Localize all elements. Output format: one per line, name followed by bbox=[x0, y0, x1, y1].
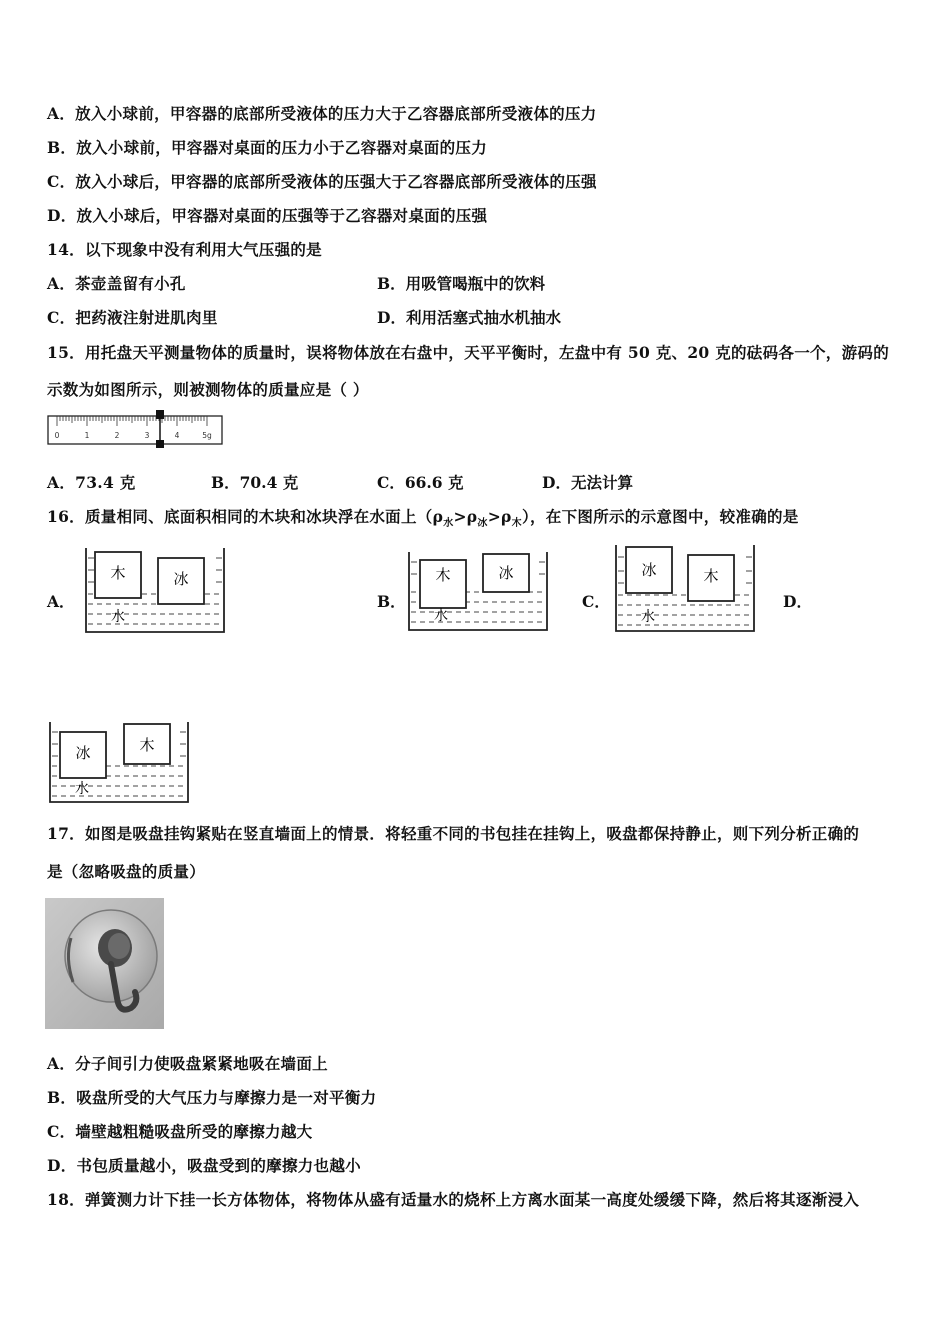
q16-sub-ice: 冰 bbox=[477, 518, 488, 530]
q16-option-b-label: B． bbox=[377, 592, 406, 611]
q16-option-d-label: D． bbox=[783, 592, 812, 611]
q15-option-c: C．66.6 克 bbox=[377, 473, 464, 492]
q16-option-c-label: C． bbox=[582, 592, 610, 611]
wood-label: 木 bbox=[110, 564, 126, 582]
q14-stem: 14．以下现象中没有利用大气压强的是 bbox=[47, 240, 322, 259]
q13-option-a: A．放入小球前，甲容器的底部所受液体的压力大于乙容器底部所受液体的压力 bbox=[47, 104, 597, 123]
q15-stem-line1: 15．用托盘天平测量物体的质量时，误将物体放在右盘中，天平平衡时，左盘中有 50 克、20 克的砝码各一个，游码的 bbox=[47, 343, 890, 362]
water-label: 水 bbox=[111, 609, 125, 625]
ruler-tick-label: 1 bbox=[84, 431, 90, 440]
ice-label: 冰 bbox=[75, 744, 91, 762]
ice-label: 冰 bbox=[641, 561, 657, 579]
q17-option-d: D．书包质量越小，吸盘受到的摩擦力也越小 bbox=[47, 1156, 361, 1175]
water-label: 水 bbox=[434, 608, 448, 624]
wood-label: 木 bbox=[703, 567, 719, 585]
q16-figure-c bbox=[614, 543, 756, 633]
q15-stem-line2: 示数为如图所示，则被测物体的质量应是（ ） bbox=[47, 380, 369, 399]
q15-option-d: D．无法计算 bbox=[542, 473, 633, 492]
ice-label: 冰 bbox=[173, 570, 189, 588]
q16-sub-water: 水 bbox=[443, 518, 454, 530]
q17-stem-line2: 是（忽略吸盘的质量） bbox=[47, 862, 206, 881]
water-label: 水 bbox=[641, 609, 655, 625]
q17-stem-line1: 17．如图是吸盘挂钩紧贴在竖直墙面上的情景．将轻重不同的书包挂在挂钩上，吸盘都保持静止，则下列分析正确的 bbox=[47, 824, 860, 843]
ruler-tick-label: 3 bbox=[144, 431, 150, 440]
ice-label: 冰 bbox=[498, 564, 514, 582]
q16-stem-post: ），在下图所示的示意图中，较准确的是 bbox=[521, 507, 799, 526]
q18-stem-line1: 18．弹簧测力计下挂一长方体物体，将物体从盛有适量水的烧杯上方离水面某一高度处缓缓下降，然后将其逐渐浸入 bbox=[47, 1190, 860, 1209]
suction-hook-photo bbox=[45, 898, 164, 1029]
q17-option-c: C．墙壁越粗糙吸盘所受的摩擦力越大 bbox=[47, 1122, 313, 1141]
q13-option-d: D．放入小球后，甲容器对桌面的压强等于乙容器对桌面的压强 bbox=[47, 206, 488, 225]
q13-option-c: C．放入小球后，甲容器的底部所受液体的压强大于乙容器底部所受液体的压强 bbox=[47, 172, 597, 191]
q14-option-b: B．用吸管喝瓶中的饮料 bbox=[377, 274, 546, 293]
q16-stem bbox=[47, 505, 799, 529]
ruler-tick-label: 4 bbox=[174, 431, 180, 440]
wood-label: 木 bbox=[139, 736, 155, 754]
q14-option-c: C．把药液注射进肌肉里 bbox=[47, 308, 218, 327]
wood-label: 木 bbox=[435, 566, 451, 584]
q16-figure-d bbox=[48, 720, 190, 804]
q14-option-d: D．利用活塞式抽水机抽水 bbox=[377, 308, 561, 327]
q15-option-a: A．73.4 克 bbox=[47, 473, 136, 492]
q16-gt: >ρ bbox=[487, 507, 512, 526]
q17-option-a: A．分子间引力使吸盘紧紧地吸在墙面上 bbox=[47, 1054, 328, 1073]
water-label: 水 bbox=[75, 781, 89, 797]
q16-stem-pre: 16．质量相同、底面积相同的木块和冰块浮在水面上（ρ bbox=[47, 507, 444, 526]
q13-option-b: B．放入小球前，甲容器对桌面的压力小于乙容器对桌面的压力 bbox=[47, 138, 488, 157]
q17-option-b: B．吸盘所受的大气压力与摩擦力是一对平衡力 bbox=[47, 1088, 377, 1107]
q16-sub-wood: 木 bbox=[511, 518, 522, 530]
q14-option-a: A．茶壶盖留有小孔 bbox=[47, 274, 186, 293]
ruler-tick-label: 5g bbox=[202, 431, 212, 440]
q16-figure-a bbox=[84, 546, 226, 634]
q16-gt: >ρ bbox=[453, 507, 478, 526]
q16-option-a-label: A． bbox=[47, 592, 75, 611]
rider-ruler-figure bbox=[47, 410, 225, 448]
q16-figure-b bbox=[407, 550, 549, 632]
q15-option-b: B．70.4 克 bbox=[211, 473, 299, 492]
ruler-tick-label: 0 bbox=[54, 431, 60, 440]
ruler-tick-label: 2 bbox=[114, 431, 120, 440]
